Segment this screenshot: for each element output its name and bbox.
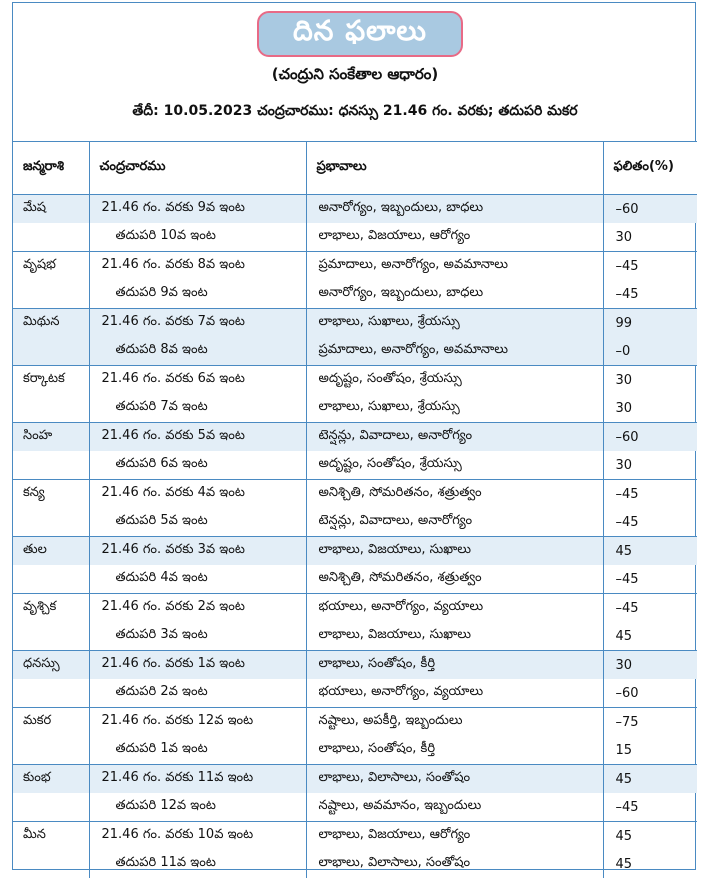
effects-cell: లాభాలు, విజయాలు, ఆరోగ్యం	[306, 223, 603, 252]
table-row	[13, 594, 697, 623]
sign-name-empty	[13, 394, 89, 423]
result-cell: –45	[603, 508, 697, 537]
effects-cell: లాభాలు, విలాసాలు, సంతోషం	[306, 765, 603, 794]
effects-cell: భయాలు, అనారోగ్యం, వ్యయాలు	[306, 594, 603, 623]
transit-cell: తదుపరి 5వ ఇంట	[89, 508, 306, 537]
sign-name-empty	[13, 223, 89, 252]
transit-cell: తదుపరి 9వ ఇంట	[89, 280, 306, 309]
table-row	[13, 793, 697, 822]
effects-cell: టెన్షన్లు, వివాదాలు, అనారోగ్యం	[306, 508, 603, 537]
transit-cell: 21.46 గం. వరకు 7వ ఇంట	[89, 309, 306, 338]
sign-name: మిథున	[13, 309, 89, 338]
table-row	[13, 822, 697, 851]
sign-name: మీన	[13, 822, 89, 851]
transit-cell: 21.46 గం. వరకు 5వ ఇంట	[89, 423, 306, 452]
transit-cell: తదుపరి 1వ ఇంట	[89, 736, 306, 765]
effects-cell: లాభాలు, సుఖాలు, శ్రేయస్సు	[306, 309, 603, 338]
effects-cell: ప్రమాదాలు, అనారోగ్యం, అవమానాలు	[306, 252, 603, 281]
page-title: దిన ఫలాలు	[257, 11, 463, 57]
header-result: ఫలితం(%)	[603, 142, 697, 195]
result-cell: 45	[603, 537, 697, 566]
result-cell: 30	[603, 451, 697, 480]
result-cell: 45	[603, 765, 697, 794]
transit-cell: తదుపరి 11వ ఇంట	[89, 850, 306, 878]
transit-cell: 21.46 గం. వరకు 4వ ఇంట	[89, 480, 306, 509]
table-row	[13, 736, 697, 765]
subtitle: (చంద్రుని సంకేతాల ఆధారం)	[13, 65, 697, 87]
sign-name-empty	[13, 679, 89, 708]
date-line: తేదీ: 10.05.2023 చంద్రచారము: ధనస్సు 21.46 గం. వరకు; తదుపరి మకర	[13, 103, 697, 122]
result-cell: 45	[603, 822, 697, 851]
effects-cell: అనారోగ్యం, ఇబ్బందులు, బాధలు	[306, 280, 603, 309]
result-cell: 15	[603, 736, 697, 765]
transit-cell: తదుపరి 2వ ఇంట	[89, 679, 306, 708]
table-row	[13, 537, 697, 566]
horoscope-card	[12, 2, 696, 870]
effects-cell: లాభాలు, సుఖాలు, శ్రేయస్సు	[306, 394, 603, 423]
result-cell: 30	[603, 223, 697, 252]
header-effects: ప్రభావాలు	[306, 142, 603, 195]
result-cell: –60	[603, 679, 697, 708]
sign-name-empty	[13, 508, 89, 537]
transit-cell: 21.46 గం. వరకు 6వ ఇంట	[89, 366, 306, 395]
table-row	[13, 195, 697, 224]
transit-cell: తదుపరి 12వ ఇంట	[89, 793, 306, 822]
result-cell: –45	[603, 252, 697, 281]
table-row	[13, 394, 697, 423]
transit-cell: 21.46 గం. వరకు 10వ ఇంట	[89, 822, 306, 851]
table-row	[13, 337, 697, 366]
effects-cell: అదృష్టం, సంతోషం, శ్రేయస్సు	[306, 366, 603, 395]
effects-cell: లాభాలు, విలాసాలు, సంతోషం	[306, 850, 603, 878]
header	[13, 3, 697, 141]
transit-cell: తదుపరి 8వ ఇంట	[89, 337, 306, 366]
table-row	[13, 366, 697, 395]
result-cell: –60	[603, 195, 697, 224]
effects-cell: లాభాలు, విజయాలు, ఆరోగ్యం	[306, 822, 603, 851]
table-row	[13, 480, 697, 509]
table-row	[13, 252, 697, 281]
sign-name: కుంభ	[13, 765, 89, 794]
effects-cell: భయాలు, అనారోగ్యం, వ్యయాలు	[306, 679, 603, 708]
sign-name: మేష	[13, 195, 89, 224]
transit-cell: 21.46 గం. వరకు 2వ ఇంట	[89, 594, 306, 623]
transit-cell: 21.46 గం. వరకు 11వ ఇంట	[89, 765, 306, 794]
table-row	[13, 765, 697, 794]
result-cell: 30	[603, 366, 697, 395]
result-cell: 45	[603, 622, 697, 651]
effects-cell: అనారోగ్యం, ఇబ్బందులు, బాధలు	[306, 195, 603, 224]
result-cell: –45	[603, 793, 697, 822]
table-row	[13, 280, 697, 309]
sign-name: తుల	[13, 537, 89, 566]
result-cell: –60	[603, 423, 697, 452]
effects-cell: టెన్షన్లు, వివాదాలు, అనారోగ్యం	[306, 423, 603, 452]
transit-cell: తదుపరి 3వ ఇంట	[89, 622, 306, 651]
sign-name: కన్య	[13, 480, 89, 509]
sign-name: వృశ్చిక	[13, 594, 89, 623]
effects-cell: లాభాలు, విజయాలు, సుఖాలు	[306, 622, 603, 651]
sign-name-empty	[13, 736, 89, 765]
transit-cell: తదుపరి 6వ ఇంట	[89, 451, 306, 480]
table-row	[13, 565, 697, 594]
header-sign: జన్మరాశి	[13, 142, 89, 195]
horoscope-table	[13, 141, 697, 878]
effects-cell: అదృష్టం, సంతోషం, శ్రేయస్సు	[306, 451, 603, 480]
transit-cell: 21.46 గం. వరకు 9వ ఇంట	[89, 195, 306, 224]
table-row	[13, 508, 697, 537]
result-cell: 30	[603, 394, 697, 423]
table-body	[13, 195, 697, 878]
table-row	[13, 309, 697, 338]
sign-name-empty	[13, 337, 89, 366]
transit-cell: తదుపరి 4వ ఇంట	[89, 565, 306, 594]
table-header-row	[13, 142, 697, 195]
effects-cell: ప్రమాదాలు, అనారోగ్యం, అవమానాలు	[306, 337, 603, 366]
sign-name-empty	[13, 793, 89, 822]
result-cell: –0	[603, 337, 697, 366]
effects-cell: అనిశ్చితి, సోమరితనం, శత్రుత్వం	[306, 565, 603, 594]
result-cell: –45	[603, 594, 697, 623]
result-cell: –45	[603, 280, 697, 309]
result-cell: 99	[603, 309, 697, 338]
transit-cell: 21.46 గం. వరకు 12వ ఇంట	[89, 708, 306, 737]
table-row	[13, 651, 697, 680]
table-row	[13, 423, 697, 452]
effects-cell: లాభాలు, సంతోషం, కీర్తి	[306, 736, 603, 765]
transit-cell: తదుపరి 7వ ఇంట	[89, 394, 306, 423]
header-transit: చంద్రచారము	[89, 142, 306, 195]
result-cell: –75	[603, 708, 697, 737]
table-row	[13, 451, 697, 480]
sign-name: వృషభ	[13, 252, 89, 281]
sign-name-empty	[13, 622, 89, 651]
effects-cell: లాభాలు, సంతోషం, కీర్తి	[306, 651, 603, 680]
sign-name-empty	[13, 565, 89, 594]
effects-cell: నష్టాలు, అవమానం, ఇబ్బందులు	[306, 793, 603, 822]
table-row	[13, 622, 697, 651]
result-cell: –45	[603, 480, 697, 509]
transit-cell: 21.46 గం. వరకు 1వ ఇంట	[89, 651, 306, 680]
transit-cell: 21.46 గం. వరకు 8వ ఇంట	[89, 252, 306, 281]
sign-name: మకర	[13, 708, 89, 737]
result-cell: 30	[603, 651, 697, 680]
transit-cell: 21.46 గం. వరకు 3వ ఇంట	[89, 537, 306, 566]
effects-cell: నష్టాలు, అపకీర్తి, ఇబ్బందులు	[306, 708, 603, 737]
table-row	[13, 223, 697, 252]
table-row	[13, 708, 697, 737]
effects-cell: అనిశ్చితి, సోమరితనం, శత్రుత్వం	[306, 480, 603, 509]
effects-cell: లాభాలు, విజయాలు, సుఖాలు	[306, 537, 603, 566]
sign-name-empty	[13, 280, 89, 309]
result-cell: 45	[603, 850, 697, 878]
sign-name-empty	[13, 451, 89, 480]
result-cell: –45	[603, 565, 697, 594]
sign-name: కర్కాటక	[13, 366, 89, 395]
sign-name: సింహ	[13, 423, 89, 452]
transit-cell: తదుపరి 10వ ఇంట	[89, 223, 306, 252]
table-row	[13, 679, 697, 708]
sign-name: ధనస్సు	[13, 651, 89, 680]
